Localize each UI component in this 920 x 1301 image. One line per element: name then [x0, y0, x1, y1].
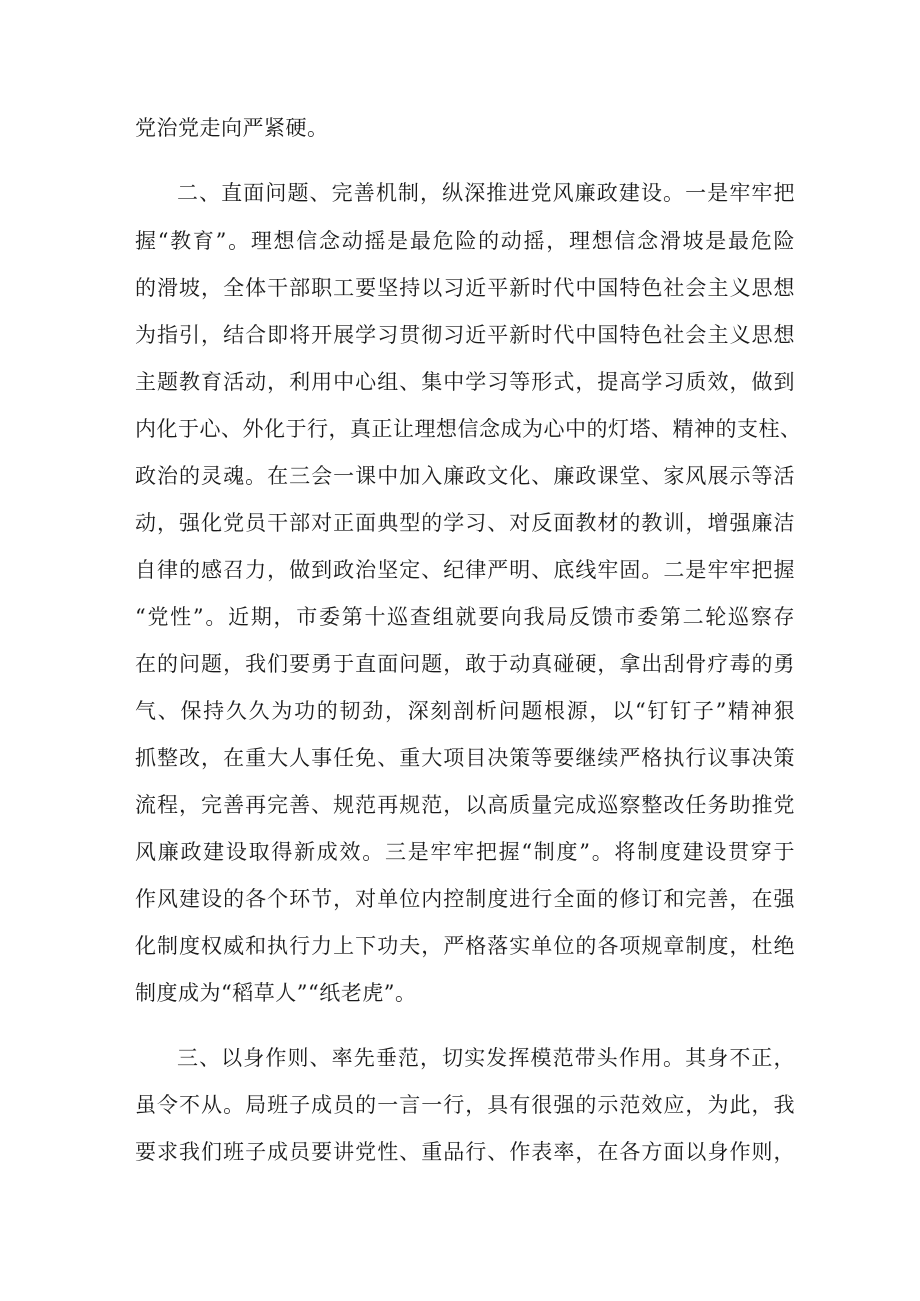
- paragraph-line: “党性”。近期，市委第十巡查组就要向我局反馈市委第二轮巡察存: [135, 605, 795, 629]
- paragraph-line: 动，强化党员干部对正面典型的学习、对反面教材的教训，增强廉洁: [135, 511, 795, 535]
- paragraph-line: 二、直面问题、完善机制，纵深推进党风廉政建设。一是牢牢把: [177, 181, 795, 205]
- paragraph-line: 内化于心、外化于行，真正让理想信念成为心中的灯塔、精神的支柱、: [135, 417, 802, 441]
- paragraph-line: 三、以身作则、率先垂范，切实发挥模范带头作用。其身不正，: [177, 1046, 795, 1070]
- paragraph-line: 制度成为“稻草人”“纸老虎”。: [135, 981, 417, 1005]
- paragraph-line: 主题教育活动，利用中心组、集中学习等形式，提高学习质效，做到: [135, 370, 795, 394]
- paragraph-line: 握“教育”。理想信念动摇是最危险的动摇，理想信念滑坡是最危险: [135, 229, 795, 253]
- paragraph-line: 政治的灵魂。在三会一课中加入廉政文化、廉政课堂、家风展示等活: [135, 464, 795, 488]
- paragraph-line: 在的问题，我们要勇于直面问题，敢于动真碰硬，拿出刮骨疗毒的勇: [135, 652, 795, 676]
- paragraph-line: 的滑坡，全体干部职工要坚持以习近平新时代中国特色社会主义思想: [135, 276, 795, 300]
- paragraph-line: 气、保持久久为功的韧劲，深刻剖析问题根源，以“钉钉子”精神狠: [135, 699, 795, 723]
- paragraph-line: 化制度权威和执行力上下功夫，严格落实单位的各项规章制度，杜绝: [135, 934, 795, 958]
- paragraph-line: 自律的感召力，做到政治坚定、纪律严明、底线牢固。二是牢牢把握: [135, 558, 795, 582]
- paragraph-line: 为指引，结合即将开展学习贯彻习近平新时代中国特色社会主义思想: [135, 323, 795, 347]
- paragraph-line: 虽令不从。局班子成员的一言一行，具有很强的示范效应，为此，我: [135, 1093, 795, 1117]
- paragraph-line: 风廉政建设取得新成效。三是牢牢把握“制度”。将制度建设贯穿于: [135, 840, 795, 864]
- paragraph-line: 流程，完善再完善、规范再规范，以高质量完成巡察整改任务助推党: [135, 793, 795, 817]
- paragraph-line: 党治党走向严紧硬。: [135, 116, 329, 140]
- paragraph-line: 作风建设的各个环节，对单位内控制度进行全面的修订和完善，在强: [135, 887, 795, 911]
- paragraph-line: 要求我们班子成员要讲党性、重品行、作表率，在各方面以身作则，: [135, 1140, 795, 1164]
- paragraph-line: 抓整改，在重大人事任免、重大项目决策等要继续严格执行议事决策: [135, 746, 795, 770]
